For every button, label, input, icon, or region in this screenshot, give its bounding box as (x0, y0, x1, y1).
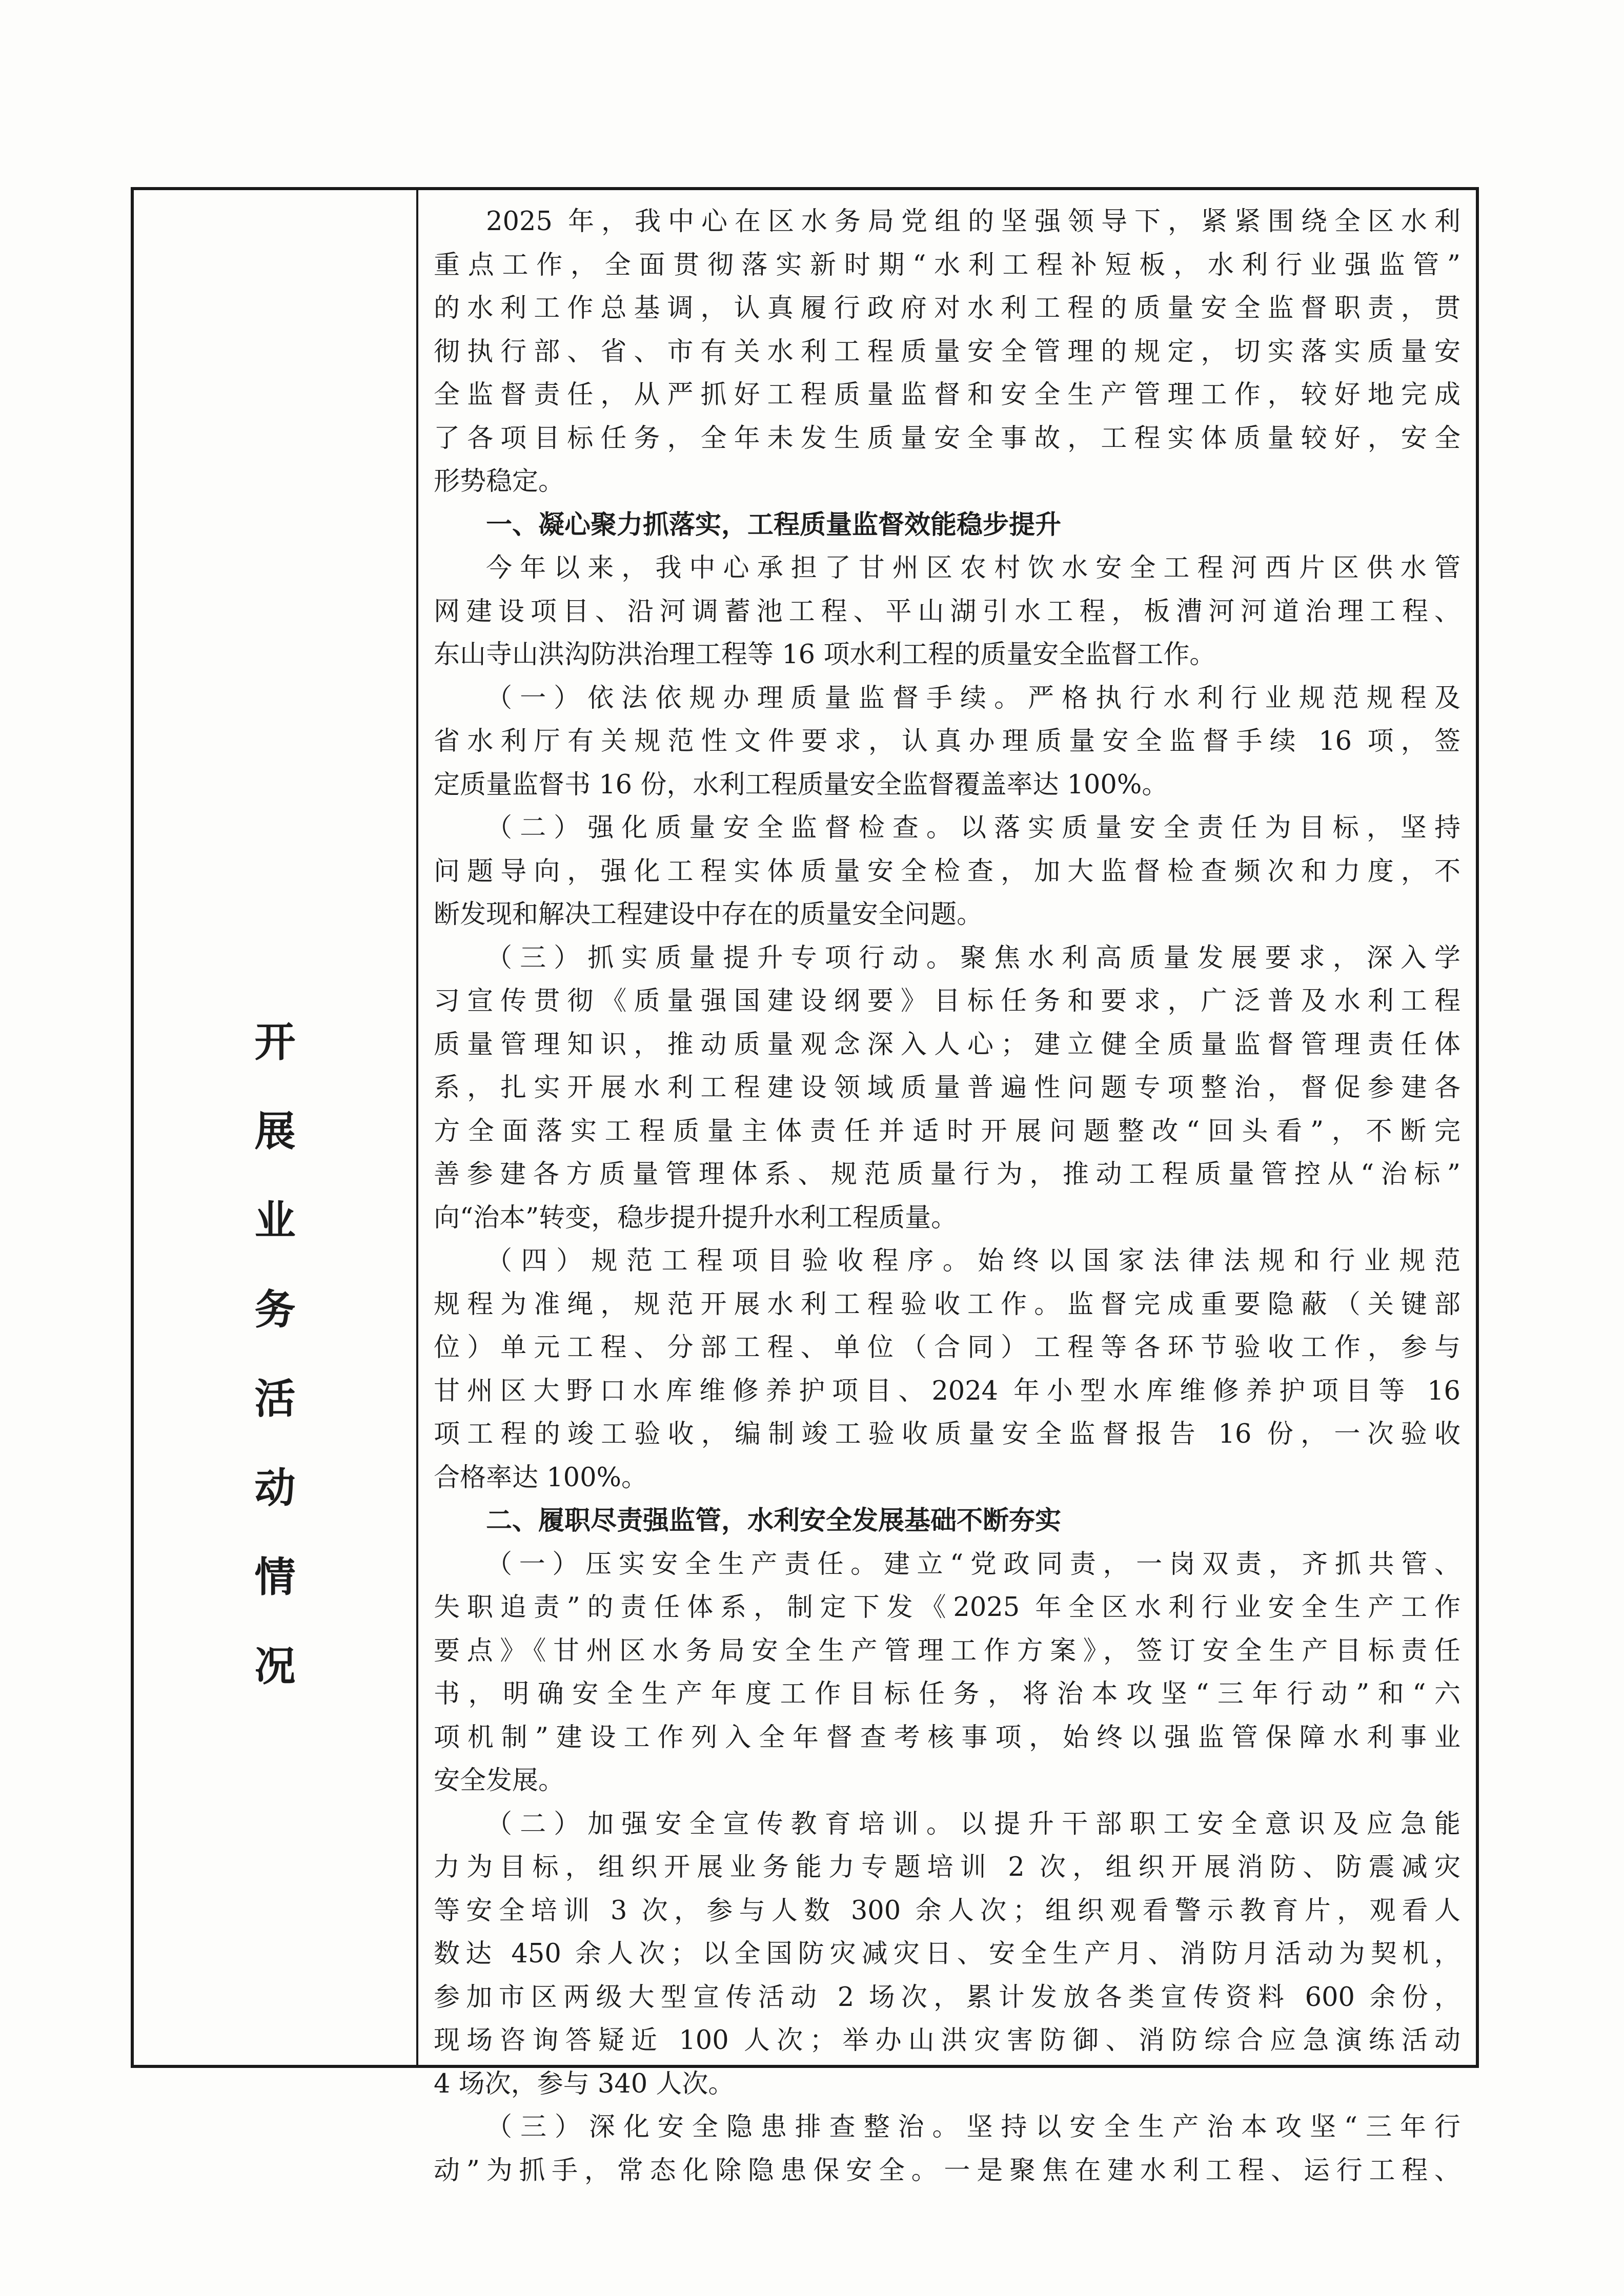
body-text-line: （三）深化安全隐患排查整治。坚持以安全生产治本攻坚“三年行 (486, 2112, 1460, 2142)
body-text-line: 方全面落实工程质量主体责任并适时开展问题整改“回头看”，不断完 (434, 1116, 1460, 1146)
body-text-line: 习宣传贯彻《质量强国建设纲要》目标任务和要求，广泛普及水利工程 (434, 986, 1460, 1016)
body-text-line: 要点》《甘州区水务局安全生产管理工作方案》，签订安全生产目标责任 (434, 1635, 1460, 1666)
body-text-line: 东山寺山洪沟防洪治理工程等 16 项水利工程的质量安全监督工作。 (434, 640, 1216, 670)
body-text-line: 问题导向，强化工程实体质量安全检查，加大监督检查频次和力度，不 (434, 856, 1460, 887)
body-text-line: 了各项目标任务，全年未发生质量安全事故，工程实体质量较好，安全 (434, 423, 1460, 454)
body-text-line: 网建设项目、沿河调蓄池工程、平山湖引水工程，板漕河河道治理工程、 (434, 596, 1460, 627)
body-text-line: 重点工作，全面贯彻落实新时期“水利工程补短板，水利行业强监管” (434, 250, 1460, 280)
section-heading-line: 一、凝心聚力抓落实，工程质量监督效能稳步提升 (486, 509, 1062, 540)
body-text-line: 力为目标，组织开展业务能力专题培训 2 次，组织开展消防、防震减灾 (434, 1852, 1460, 1882)
body-text-line: 省水利厅有关规范性文件要求，认真办理质量安全监督手续 16 项，签 (434, 726, 1460, 756)
body-text-line: （一）依法依规办理质量监督手续。严格执行水利行业规范规程及 (486, 683, 1460, 713)
body-text-line: 等安全培训 3 次，参与人数 300 余人次；组织观看警示教育片，观看人 (434, 1895, 1460, 1926)
body-text-line: 今年以来，我中心承担了甘州区农村饮水安全工程河西片区供水管 (486, 553, 1460, 583)
body-text-line: 甘州区大野口水库维修养护项目、2024 年小型水库维修养护项目等 16 (434, 1376, 1460, 1406)
row-label-char: 活 (254, 1375, 296, 1423)
body-text-line: （四）规范工程项目验收程序。始终以国家法律法规和行业规范 (486, 1246, 1460, 1276)
body-text-line: 位）单元工程、分部工程、单位（合同）工程等各环节验收工作，参与 (434, 1332, 1460, 1363)
body-text-line: 数达 450 余人次；以全国防灾减灾日、安全生产月、消防月活动为契机， (434, 1939, 1460, 1969)
body-text-line: 善参建各方质量管理体系、规范质量行为，推动工程质量管控从“治标” (434, 1159, 1460, 1190)
body-text-line: 系，扎实开展水利工程建设领域质量普遍性问题专项整治，督促参建各 (434, 1073, 1460, 1103)
section-heading-line: 二、履职尽责强监管，水利安全发展基础不断夯实 (486, 1506, 1062, 1536)
row-label-char: 开 (254, 1018, 296, 1066)
body-text-line: 项工程的竣工验收，编制竣工验收质量安全监督报告 16 份，一次验收 (434, 1419, 1460, 1449)
body-text-line: 质量管理知识，推动质量观念深入人心；建立健全质量监督管理责任体 (434, 1029, 1460, 1060)
body-text-line: （三）抓实质量提升专项行动。聚焦水利高质量发展要求，深入学 (486, 942, 1460, 973)
row-label-char: 业 (254, 1196, 296, 1244)
body-text-line: 合格率达 100%。 (434, 1462, 648, 1493)
row-label-cell (134, 190, 418, 2065)
activity-table (131, 187, 1479, 2186)
row-label-char: 务 (254, 1285, 296, 1334)
body-text-line: 书，明确安全生产年度工作目标任务，将治本攻坚“三年行动”和“六 (434, 1679, 1460, 1709)
content-cell (434, 200, 1460, 2192)
body-text-line: 规程为准绳，规范开展水利工程验收工作。监督完成重要隐蔽（关键部 (434, 1289, 1460, 1320)
body-text-line: 安全发展。 (434, 1766, 565, 1796)
body-text-line: 动”为抓手，常态化除隐患保安全。一是聚焦在建水利工程、运行工程、 (434, 2155, 1460, 2186)
body-text-line: 形势稳定。 (434, 466, 565, 497)
body-text-line: 参加市区两级大型宣传活动 2 场次，累计发放各类宣传资料 600 余份， (434, 1982, 1460, 2013)
body-text-line: 全监督责任，从严抓好工程质量监督和安全生产管理工作，较好地完成 (434, 380, 1460, 410)
body-text-line: （一）压实安全生产责任。建立“党政同责，一岗双责，齐抓共管、 (486, 1549, 1460, 1580)
row-label-char: 况 (254, 1642, 296, 1690)
body-text-line: 现场咨询答疑近 100 人次；举办山洪灾害防御、消防综合应急演练活动 (434, 2025, 1460, 2056)
body-text-line: （二）加强安全宣传教育培训。以提升干部职工安全意识及应急能 (486, 1809, 1460, 1839)
body-text-line: 的水利工作总基调，认真履行政府对水利工程的质量安全监督职责，贯 (434, 293, 1460, 323)
body-text-line: 定质量监督书 16 份，水利工程质量安全监督覆盖率达 100%。 (434, 769, 1168, 800)
body-text-line: 向“治本”转变，稳步提升提升水利工程质量。 (434, 1202, 958, 1233)
row-label-char: 情 (254, 1553, 296, 1601)
body-text-line: 项机制”建设工作列入全年督查考核事项，始终以强监管保障水利事业 (434, 1722, 1460, 1753)
body-text-line: 断发现和解决工程建设中存在的质量安全问题。 (434, 899, 983, 930)
row-label-char: 动 (254, 1464, 296, 1512)
body-text-line: 彻执行部、省、市有关水利工程质量安全管理的规定，切实落实质量安 (434, 336, 1460, 367)
body-text-line: 失职追责”的责任体系，制定下发《2025 年全区水利行业安全生产工作 (434, 1592, 1460, 1623)
body-text-line: （二）强化质量安全监督检查。以落实质量安全责任为目标，坚持 (486, 813, 1460, 843)
row-label (134, 997, 416, 1711)
body-text-line: 2025 年，我中心在区水务局党组的坚强领导下，紧紧围绕全区水利 (486, 207, 1460, 237)
row-label-char: 展 (254, 1107, 296, 1155)
body-text-line: 4 场次，参与 340 人次。 (434, 2068, 735, 2099)
